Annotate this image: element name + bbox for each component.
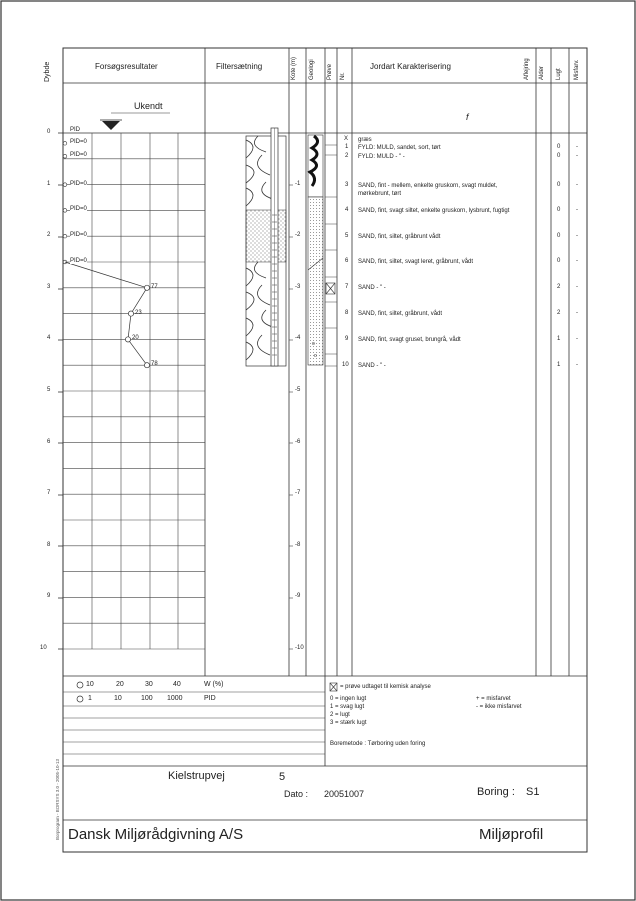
kote-tick-label: -3 — [295, 283, 301, 290]
boring-label: Boring : — [477, 786, 515, 798]
depth-tick-label: 9 — [47, 593, 51, 600]
w-scale-10: 10 — [86, 681, 94, 688]
pid-scale-100: 100 — [141, 695, 153, 702]
hand-mark: f — [466, 112, 469, 122]
depth-tick-label: 1 — [47, 180, 51, 187]
water-level-marker — [102, 121, 120, 130]
kote-header: Kote (m) — [291, 56, 297, 80]
discoloration-value: - — [576, 182, 578, 188]
pid-chart — [63, 142, 149, 368]
depth-tick-label: 4 — [47, 335, 51, 342]
pid-reading-label: PID=0 — [70, 139, 87, 146]
kote-tick-label: -10 — [295, 645, 304, 651]
filter-seal — [246, 210, 286, 262]
company-name: Dansk Miljørådgivning A/S — [68, 826, 244, 843]
pid-zero-point — [63, 234, 67, 238]
odor-header: Lugt — [556, 68, 562, 80]
depth-tick-label: 3 — [47, 283, 51, 290]
pid-value-label: 77 — [151, 283, 158, 290]
odor-value: 0 — [557, 233, 561, 239]
pid-zero-point — [63, 183, 67, 187]
doc-type: Miljøprofil — [479, 826, 544, 843]
nr-header: Nr. — [340, 72, 346, 80]
discoloration-value: - — [576, 362, 578, 368]
sample-number: 2 — [345, 153, 349, 159]
water-level-label: Ukendt — [134, 101, 163, 111]
pid-value-label: 20 — [132, 335, 139, 342]
pid-value-label: 78 — [151, 361, 158, 368]
kote-tick-label: -9 — [295, 593, 301, 600]
pid-data-point — [125, 337, 130, 342]
boring-value: S1 — [526, 786, 540, 798]
legend-odor-3: 3 = stærk lugt — [330, 720, 367, 726]
geology-sand — [308, 197, 323, 365]
drilling-method: Boremetode : Tørboring uden foring — [330, 741, 426, 747]
date-value: 20051007 — [324, 789, 365, 799]
soil-description: SAND, fint, siltet, gråbrunt vådt — [358, 234, 441, 240]
legend-misf-plus: + = misfarvet — [476, 696, 511, 702]
legend-sample: = prøve udtaget til kemisk analyse — [340, 684, 431, 690]
soil-description: SAND - " - — [358, 363, 386, 369]
odor-value: 0 — [557, 153, 561, 159]
svg-text:o: o — [314, 353, 317, 359]
pid-scale-10: 10 — [114, 695, 122, 702]
sample-number: 4 — [345, 207, 349, 213]
sample-number: X — [344, 136, 349, 142]
sample-number: 10 — [342, 362, 349, 368]
discoloration-value: - — [576, 336, 578, 342]
pid-reading-label: PID=0 — [70, 232, 87, 239]
pid-zero-point — [63, 154, 67, 158]
test-results-header: Forsøgsresultater — [95, 62, 158, 71]
discoloration-value: - — [576, 153, 578, 159]
kote-tick-label: -7 — [295, 490, 301, 497]
sample-number: 9 — [345, 336, 349, 342]
date-label: Dato : — [284, 789, 309, 799]
kote-tick-label: -8 — [295, 541, 301, 548]
pid-scale-1: 1 — [88, 695, 92, 702]
soil-description: SAND, fint, svagt gruset, brungrå, vådt — [358, 337, 461, 343]
legend-misf-minus: - = ikke misfarvet — [476, 704, 522, 710]
kote-tick-label: -4 — [295, 335, 301, 342]
odor-value: 0 — [557, 182, 561, 188]
odor-value: 1 — [557, 336, 561, 342]
sample-header: Prøve — [327, 63, 333, 80]
sample-number: 8 — [345, 310, 349, 316]
depth-tick-label: 10 — [40, 645, 47, 651]
kote-tick-label: -5 — [295, 387, 301, 393]
legend-odor-2: 2 = lugt — [330, 712, 350, 718]
discoloration-value: - — [576, 207, 578, 213]
odor-value: 2 — [557, 284, 561, 290]
odor-value: 0 — [557, 144, 561, 150]
kote-tick-label: -6 — [295, 438, 301, 445]
svg-text:o: o — [312, 341, 315, 347]
pid-value-label: 23 — [135, 309, 142, 316]
legend-odor-0: 0 = ingen lugt — [330, 696, 367, 702]
pid-zero-point — [63, 142, 67, 146]
soil-description: SAND, fint, svagt siltet, enkelte gruskorn, lysbrunt, fugtigt — [358, 208, 510, 214]
depth-axis-label: Dybde — [44, 61, 51, 82]
pid-data-point — [128, 311, 133, 316]
legend-odor-1: 1 = svag lugt — [330, 704, 365, 710]
filter-header: Filtersætning — [216, 62, 263, 71]
location-number: 5 — [279, 771, 286, 783]
software-stamp: Borprogram - BORSYS 3.0 - 2005-10-13 — [55, 758, 60, 840]
soil-description: græs — [358, 137, 372, 143]
odor-value: 2 — [557, 310, 561, 316]
sample-number: 7 — [345, 284, 349, 290]
w-scale-30: 30 — [145, 681, 153, 688]
odor-value: 0 — [557, 207, 561, 213]
depth-tick-label: 6 — [47, 438, 51, 445]
depth-tick-label: 2 — [47, 232, 51, 239]
discoloration-value: - — [576, 233, 578, 239]
depth-tick-label: 7 — [47, 490, 51, 497]
soil-description: SAND, fint - mellem, enkelte gruskorn, svagt muldet, mørkebrunt, tørt — [358, 183, 498, 197]
odor-value: 1 — [557, 362, 561, 368]
depth-tick-label: 5 — [47, 387, 51, 393]
soil-description: FYLD: MULD - " - — [358, 154, 405, 160]
age-header: Alder — [539, 65, 545, 80]
deposition-header: Aflejring — [524, 58, 530, 80]
discoloration-value: - — [576, 258, 578, 264]
pid-zero-point — [63, 209, 67, 213]
pid-reading-label: PID=0 — [70, 152, 87, 159]
kote-tick-label: -1 — [295, 180, 301, 187]
geology-header: Geologi — [309, 59, 315, 80]
sample-number: 5 — [345, 233, 349, 239]
w-scale-unit: W (%) — [204, 681, 224, 688]
pid-reading-label: PID=0 — [70, 258, 87, 264]
pid-data-point — [144, 285, 149, 290]
pid-scale-1000: 1000 — [167, 695, 183, 702]
soil-description: SAND, fint, siltet, gråbrunt, vådt — [358, 311, 443, 317]
soil-description: FYLD: MULD, sandet, sort, tørt — [358, 145, 441, 151]
discoloration-value: - — [576, 144, 578, 150]
w-scale-40: 40 — [173, 681, 181, 688]
sample-number: 1 — [345, 144, 349, 150]
pid-label: PID — [70, 127, 81, 133]
depth-tick-label: 0 — [47, 129, 51, 135]
discoloration-header: Misfarv. — [574, 59, 580, 80]
soil-description: SAND - " - — [358, 285, 386, 291]
pid-reading-label: PID=0 — [70, 180, 87, 187]
w-scale-20: 20 — [116, 681, 124, 688]
location-name: Kielstrupvej — [168, 770, 225, 782]
soil-header: Jordart Karakterisering — [370, 62, 451, 71]
sample-number: 3 — [345, 182, 349, 188]
odor-value: 0 — [557, 258, 561, 264]
sample-number: 6 — [345, 258, 349, 264]
discoloration-value: - — [576, 310, 578, 316]
depth-tick-label: 8 — [47, 541, 51, 548]
pid-data-point — [144, 363, 149, 368]
pid-reading-label: PID=0 — [70, 206, 87, 213]
pid-scale-unit: PID — [204, 695, 216, 702]
discoloration-value: - — [576, 284, 578, 290]
soil-description: SAND, fint, siltet, svagt leret, gråbrunt, vådt — [358, 259, 474, 265]
kote-tick-label: -2 — [295, 232, 301, 239]
